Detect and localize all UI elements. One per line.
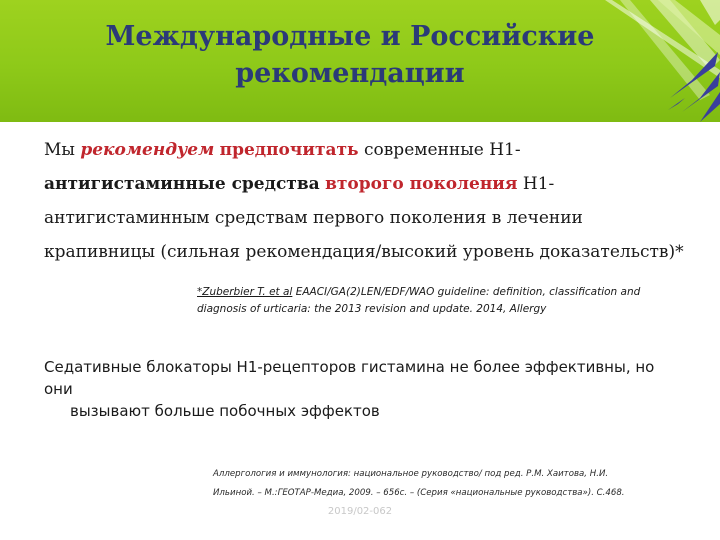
reference-author: *Zuberbier T. et al — [197, 286, 293, 298]
slide-title — [0, 18, 700, 92]
rec-text-1: Мы — [44, 140, 81, 160]
footer-code: 2019/02-062 — [327, 506, 393, 517]
sedative-statement — [44, 356, 684, 422]
rec-second-generation: второго поколения — [325, 174, 518, 194]
reference-zuberbier — [197, 284, 687, 318]
rec-antihistamines: антигистаминные средства — [44, 174, 320, 194]
rec-prefer-word: предпочитать — [219, 140, 359, 160]
sedative-line-1: Седативные блокаторы Н1-рецепторов гистамина не более эффективны, но они — [44, 358, 655, 398]
rec-text-3: Н1-антигистаминным средствам первого поколения в лечении крапивницы (сильная рекомендация/высокий уровень доказательств)* — [44, 174, 684, 262]
header-banner — [0, 0, 720, 122]
rec-text-2: современные Н1- — [358, 140, 521, 160]
title-line-1: Международные и Российские — [105, 21, 595, 52]
recommendation-paragraph — [44, 133, 684, 269]
reference-text: EAACI/GA(2)LEN/EDF/WAO guideline: definition, classification and diagnosis of urticaria: the 2013 revision and update. 2014, Allergy — [197, 286, 641, 315]
reference-national-guide: Аллергология и иммунология: национальное руководство/ под ред. Р.М. Хаитова, Н.И. Ильиной. – М.:ГЕОТАР-Медиа, 2009. – 656с. – (Серия «национальные руководства»). С.468. — [213, 469, 625, 498]
rec-recommend-word: рекомендуем — [80, 140, 215, 160]
sedative-line-2: вызывают больше побочных эффектов — [70, 402, 380, 420]
title-line-2: рекомендации — [235, 58, 465, 89]
